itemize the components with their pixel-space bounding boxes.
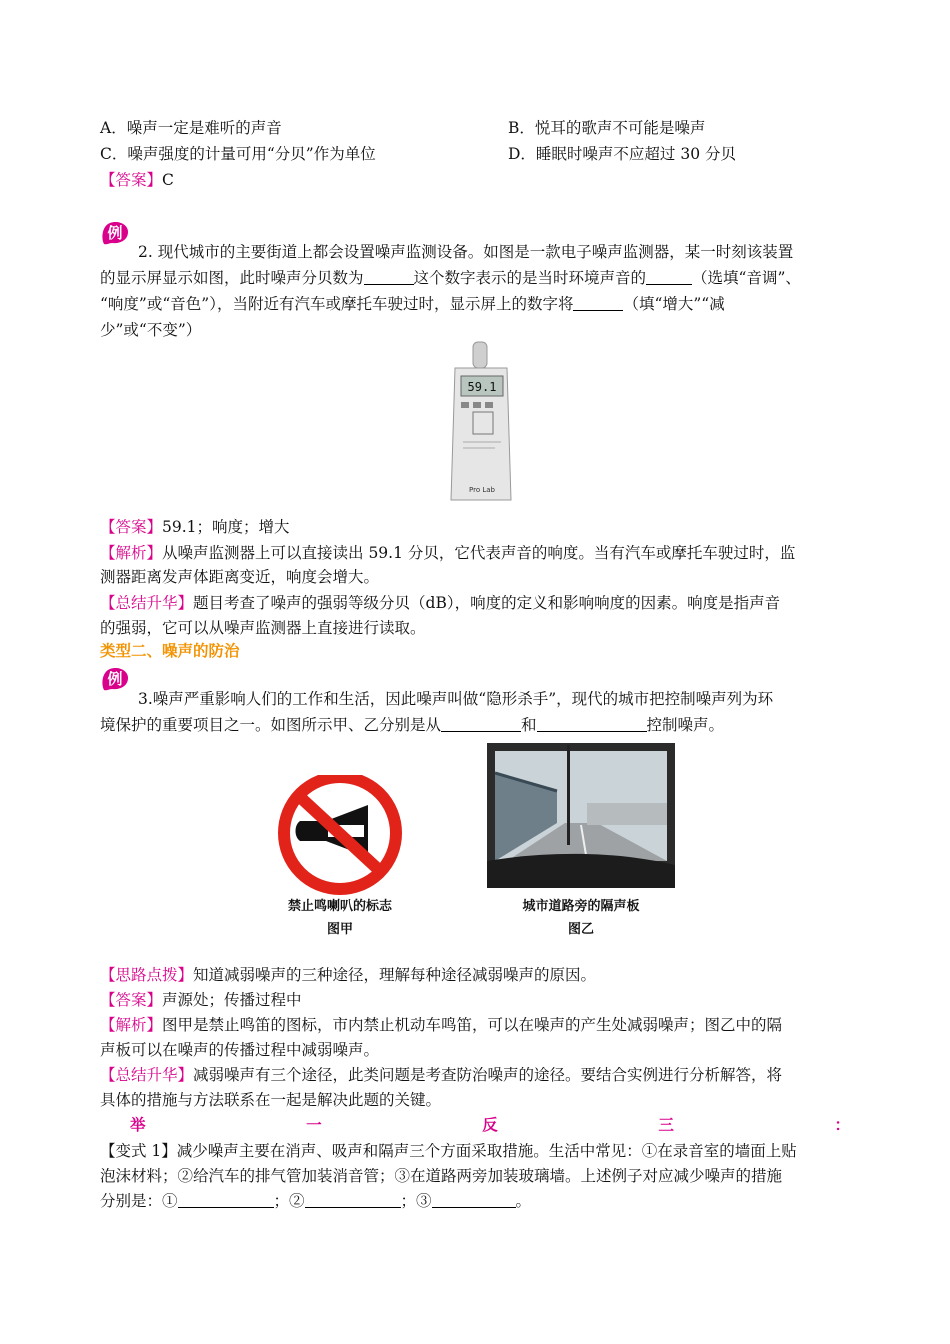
answer-row-q1 bbox=[100, 169, 174, 191]
summary-q3-1: 【总结升华】减弱噪声有三个途径，此类问题是考查防治噪声的途径。要结合实例进行分析解答，将 bbox=[100, 1066, 783, 1084]
meter-reading: 59.1 bbox=[467, 380, 497, 394]
fig1-caption: 禁止鸣喇叭的标志 bbox=[287, 899, 393, 914]
summary-q2-1: 【总结升华】题目考查了噪声的强弱等级分贝（dB），响度的定义和影响响度的因素。响度是指声音 bbox=[100, 594, 781, 612]
svg-text:例: 例 bbox=[107, 224, 123, 242]
example-badge-icon bbox=[100, 666, 130, 692]
section-heading: 类型二、噪声的防治 bbox=[100, 642, 240, 660]
q3-line2: 境保护的重要项目之一。如图所示甲、乙分别是从 和 控制噪声。 bbox=[100, 716, 725, 734]
fig1-label: 图甲 bbox=[326, 922, 354, 937]
answer-tag: 【答案】 bbox=[100, 171, 163, 189]
hint-q3: 【思路点拨】知道减弱噪声的三种途径，理解每种途径减弱噪声的原因。 bbox=[100, 966, 597, 984]
blank-input[interactable] bbox=[537, 715, 647, 732]
noise-meter-image bbox=[445, 340, 520, 510]
answer-row-q2: 【答案】59.1；响度；增大 bbox=[100, 518, 290, 536]
answer-text: C bbox=[162, 171, 174, 189]
blank-input[interactable] bbox=[646, 268, 692, 285]
blank-input[interactable] bbox=[305, 1191, 401, 1208]
answer-row-q3: 【答案】声源处；传播过程中 bbox=[100, 991, 302, 1009]
q2-line1: 2. 现代城市的主要街道上都会设置噪声监测设备。如图是一款电子噪声监测器，某一时刻该装置 bbox=[138, 243, 794, 261]
blank-input[interactable] bbox=[364, 268, 414, 285]
variant-line1: 【变式 1】减少噪声主要在消声、吸声和隔声三个方面采取措施。生活中常见：①在录音室的墙面上贴 bbox=[100, 1142, 797, 1160]
svg-text:例: 例 bbox=[107, 670, 123, 688]
fig2-caption: 城市道路旁的隔声板 bbox=[522, 899, 640, 914]
q3-line1: 3.噪声严重影响人们的工作和生活，因此噪声叫做“隐形杀手”，现代的城市把控制噪声列为环 bbox=[138, 690, 774, 708]
blank-input[interactable] bbox=[178, 1191, 274, 1208]
analysis-q3-2: 声板可以在噪声的传播过程中减弱噪声。 bbox=[100, 1041, 380, 1059]
noise-barrier-photo bbox=[487, 743, 677, 945]
option-b: B．悦耳的歌声不可能是噪声 bbox=[508, 119, 706, 137]
meter-brand: Pro Lab bbox=[469, 486, 495, 494]
option-d: D．睡眠时噪声不应超过 30 分贝 bbox=[508, 145, 737, 163]
option-c: C．噪声强度的计量可用“分贝”作为单位 bbox=[100, 145, 376, 163]
summary-q3-2: 具体的措施与方法联系在一起是解决此题的关键。 bbox=[100, 1091, 442, 1109]
analysis-q2-1: 【解析】从噪声监测器上可以直接读出 59.1 分贝，它代表声音的响度。当有汽车或摩托车驶过时，监 bbox=[100, 544, 796, 562]
option-a: A．噪声一定是难听的声音 bbox=[100, 119, 282, 137]
q2-line3: “响度”或“音色”），当附近有汽车或摩托车驶过时，显示屏上的数字将 （填“增大”“减 bbox=[100, 295, 725, 313]
analysis-q3-1: 【解析】图甲是禁止鸣笛的图标，市内禁止机动车鸣笛，可以在噪声的产生处减弱噪声；图乙中的隔 bbox=[100, 1016, 783, 1034]
analysis-q2-2: 测器距离发声体距离变近，响度会增大。 bbox=[100, 568, 380, 586]
variant-line3: 分别是：① ；② ；③ 。 bbox=[100, 1192, 532, 1210]
fig2-label: 图乙 bbox=[567, 922, 595, 937]
q2-line2: 的显示屏显示如图，此时噪声分贝数为 这个数字表示的是当时环境声音的 （选填“音调”、 bbox=[100, 269, 801, 287]
no-horn-sign-image bbox=[270, 775, 430, 945]
example-badge-icon bbox=[100, 220, 130, 246]
practice-banner: 举 一 反 三 ： bbox=[130, 1115, 850, 1134]
q2-line4: 少”或“不变”） bbox=[100, 321, 202, 339]
blank-input[interactable] bbox=[441, 715, 521, 732]
blank-input[interactable] bbox=[432, 1191, 516, 1208]
blank-input[interactable] bbox=[573, 294, 623, 311]
summary-q2-2: 的强弱，它可以从噪声监测器上直接进行读取。 bbox=[100, 619, 426, 637]
variant-line2: 泡沫材料；②给汽车的排气管加装消音管；③在道路两旁加装玻璃墙。上述例子对应减少噪声的措施 bbox=[100, 1167, 783, 1185]
